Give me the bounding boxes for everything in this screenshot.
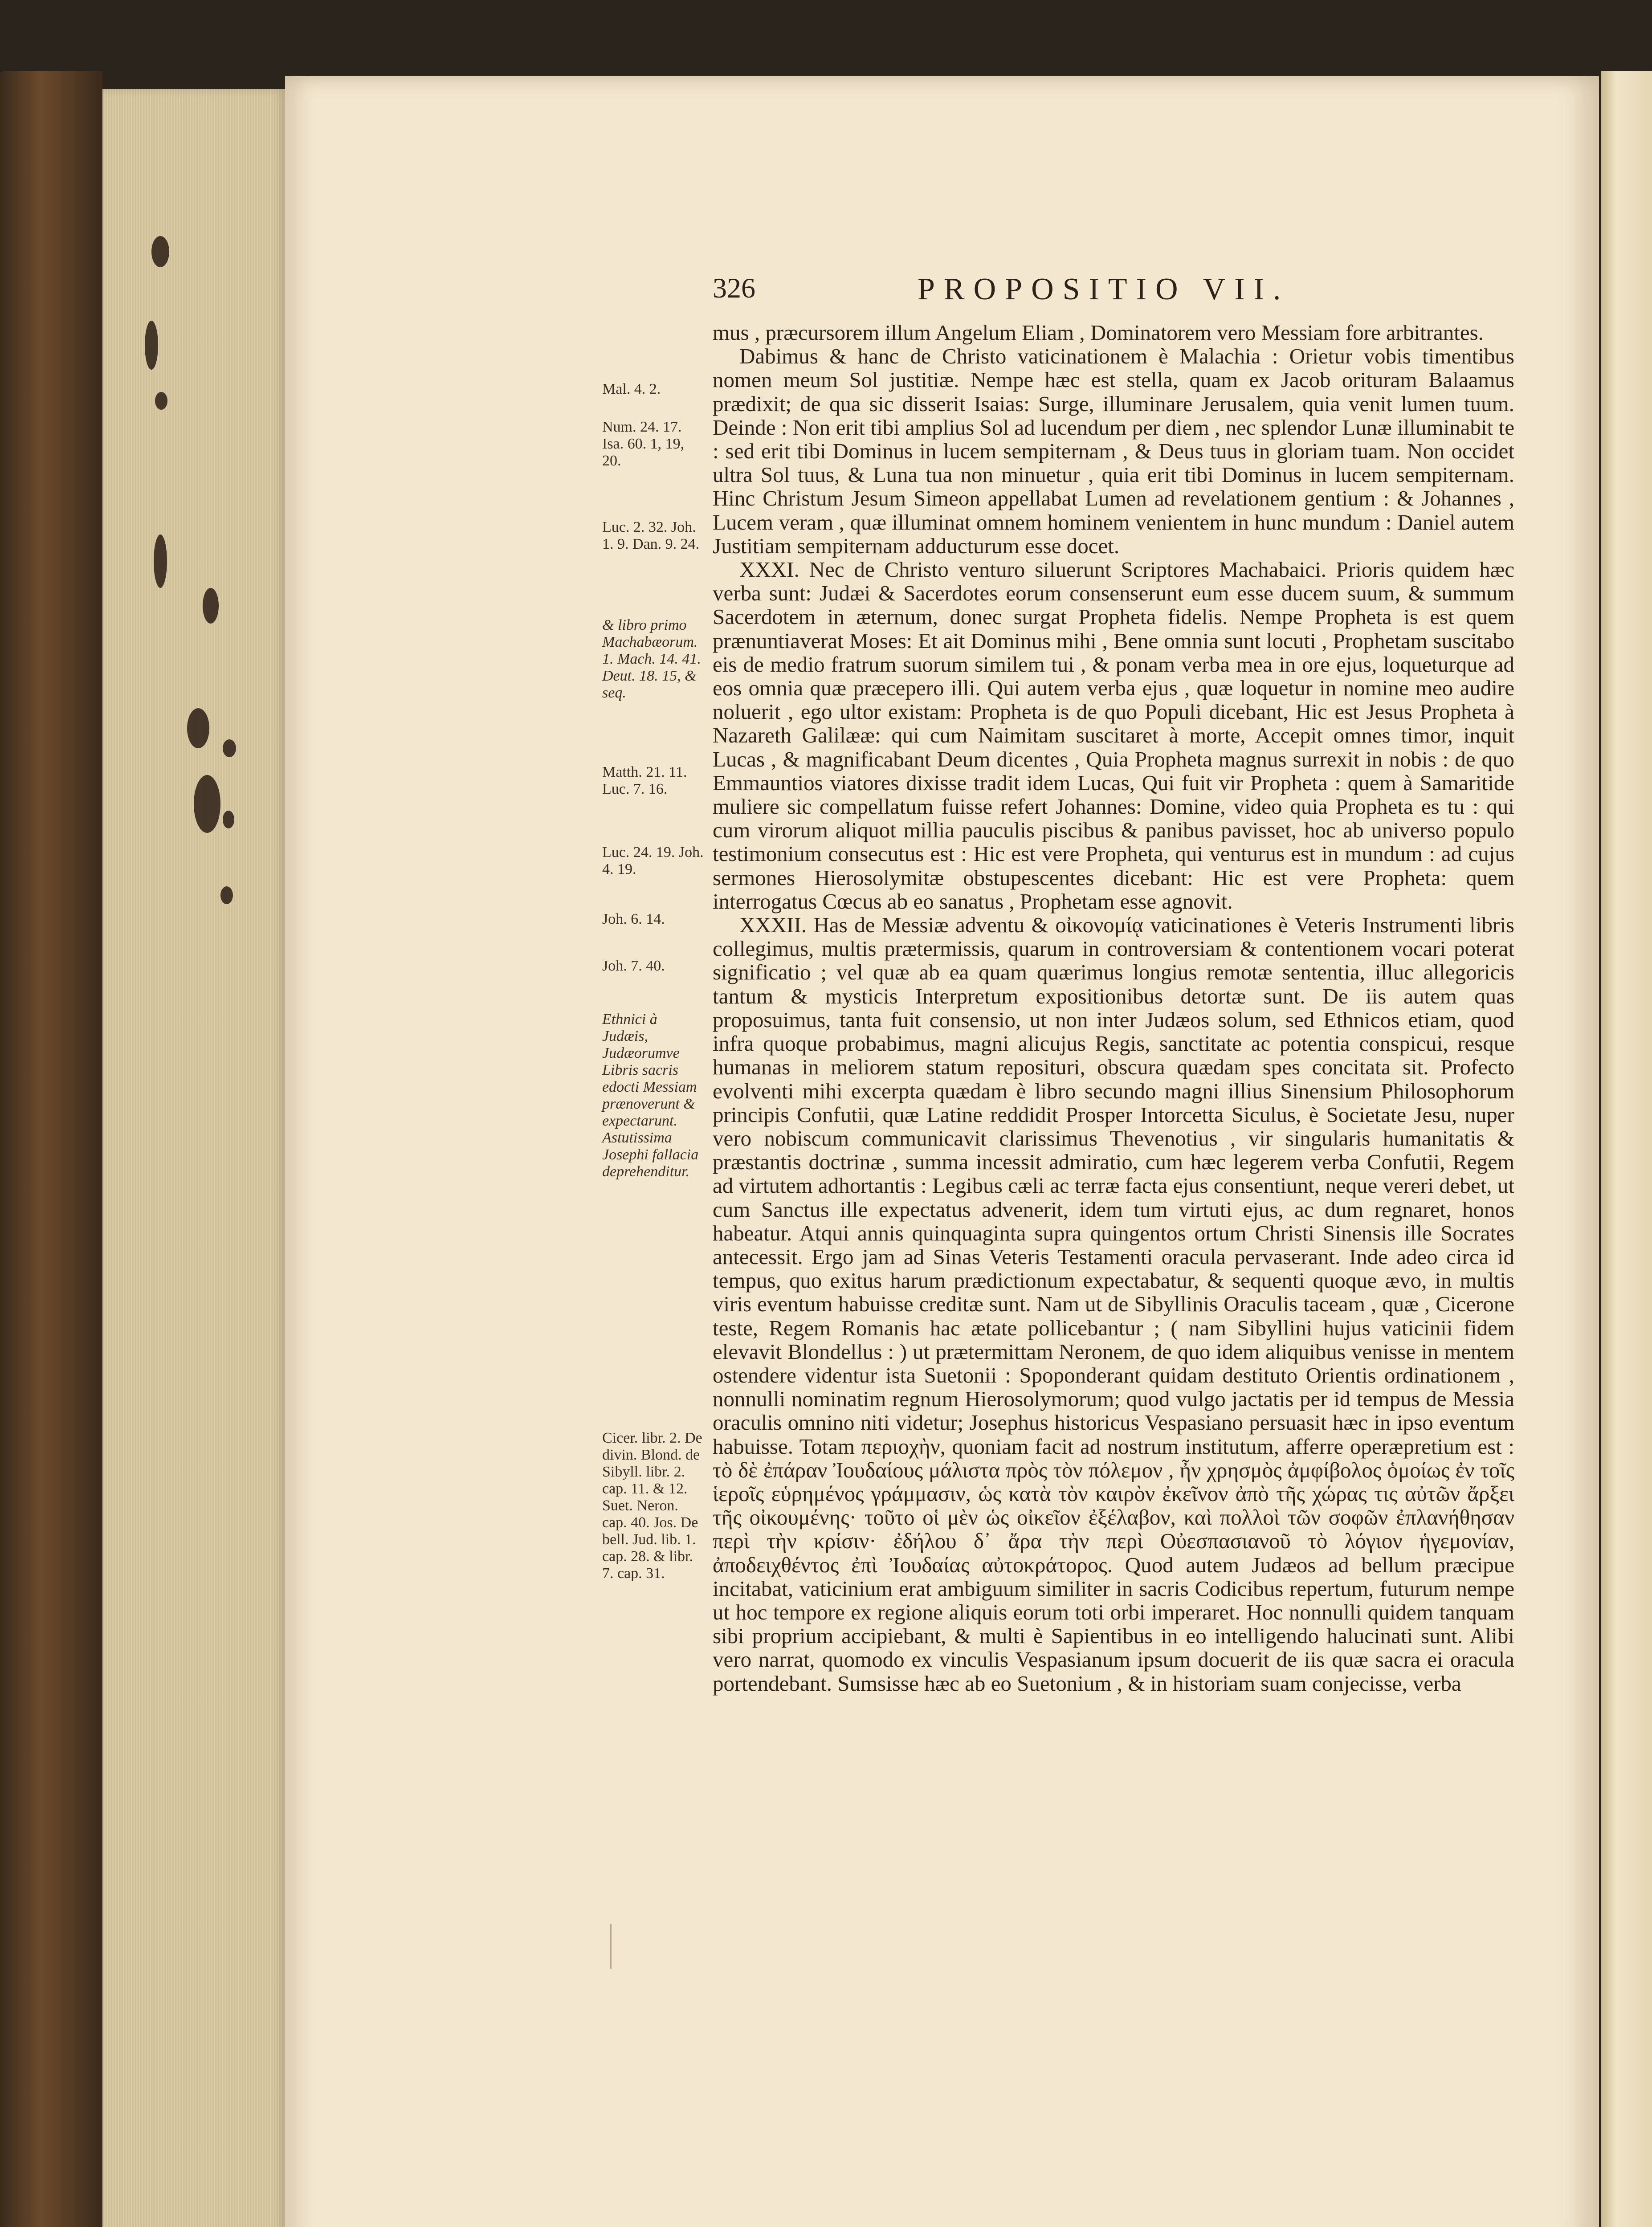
ink-stain: [223, 811, 234, 828]
margin-note: Matth. 21. 11. Luc. 7. 16.: [602, 764, 687, 797]
margin-note: Luc. 24. 19. Joh. 4. 19.: [602, 844, 704, 877]
ink-stain: [223, 739, 236, 757]
margin-note: Luc. 2. 32. Joh. 1. 9. Dan. 9. 24.: [602, 519, 700, 552]
book-cover-edge: [0, 71, 102, 2227]
margin-note: Mal. 4. 2.: [602, 381, 661, 397]
page-header: [713, 272, 1514, 316]
running-head: PROPOSITIO VII.: [918, 272, 1290, 306]
margin-note: Joh. 7. 40.: [602, 958, 665, 974]
paragraph: XXXII. Has de Messiæ adventu & οἰκονομίᾳ vaticinationes è Veteris Instrumenti libris collegimus, multis prætermissis, quarum in controversiam & contentionem vocari poterat significatio ; vel quæ ab ea quam quærimus longius remotæ sententia, illuc allegoricis tantum & mysticis Interpretum expositionibus detortæ sunt. De iis autem quas proposuimus, tanta fuit consensio, ut non inter Judæos solum, sed Ethnicos etiam, quod infra quoque probabimus, magni alicujus Regis, sanctitate ac potentia conspicui, resque humanas in meliorem statum repositurі, obscura quædam spes concitata sit. Profecto evolventi mihi excerpta quædam è libro secundo magni illius Sinensium Philosophorum principis Confutii, quæ Latine reddidit Prosper Intorcetta Siculus, è Societate Jesu, nuper vero nobiscum communicavit clarissimus Thevenotius , vir singularis humanitatis & præstantis doctrinæ , summa incessit admiratio, cum hæc legerem verba Confutii, Regem ad virtutem adhortantis : Legibus cæli ac terræ facta ejus consentiunt, neque vereri debet, ut cum Sanctus ille expectatus advenerit, idem tum virtuti ejus, ac dum regnaret, honos habeatur. Atqui annis quinquaginta supra quingentos ortum Christi Sinensis ille Socrates antecessit. Ergo jam ad Sinas Veteris Testamenti oracula pervaserant. Inde adeo circa id tempus, quo exitus harum prædictionum expectabatur, & sequenti quoque ævo, in multis viris eventum habuisse creditæ sunt. Nam ut de Sibyllinis Oraculis taceam , quæ , Cicerone teste, Regem Romanis hac ætate pollicebantur ; ( nam Sibyllini hujus vaticinii fidem elevavit Blondellus : ) ut prætermittam Neronem, de quo idem aliquibus venisse in mentem ostendere videntur ista Suetonii : Spoponderant quidam destituto Orientis ordinationem , nonnulli nominatim regnum Hierosolymorum; quod vulgo jactatis per id tempus de Messia oraculis omnino niti videtur; Josephus historicus Vespasiano persuasit hæc in ipso eventum habuisse. Totam περιοχὴν, quoniam facit ad nostrum institutum, afferre operæpretium est : τὸ δὲ ἐπάραν Ἰουδαίους μάλιστα πρὸς τὸν πόλεμον , ἦν χρησμὸς ἀμφίβολος ὁμοίως ἐν τοῖς ἱεροῖς εὑρημένος γράμμασιν, ὡς κατὰ τὸν καιρὸν ἐκεῖνον ἀπὸ τῆς χώρας τις αὐτῶν ἄρξει τῆς οἰκουμένης· τοῦτο οἱ μὲν ὡς οἰκεῖον ἐξέλαβον, καὶ πολλοὶ τῶν σοφῶν ἐπλανήθησαν περὶ τὴν κρίσιν· ἐδήλου δ᾽ ἄρα τὴν περὶ Οὐεσπασιανοῦ τὸ λόγιον ἡγεμονίαν, ἀποδειχθέντος ἐπὶ Ἰουδαίας αὐτοκράτορος. Quod autem Judæos ad bellum præcipue incitabat, vaticinium erat ambiguum similiter in sacris Codicibus repertum, futurum nempe ut hoc tempore ex regione aliquis eorum toti orbi imperaret. Hoc nonnulli quidem tanquam sibi proprium accipiebant, & multi è Sapientibus in eo intelligendo halucinati sunt. Alibi vero narrat, quomodo ex vinculis Vespasianum ipsum docuerit de iis quæ sacra ei oracula portendebant. Sumsisse hæc ab eo Suetonium , & in historiam suam conjecisse, verba: [713, 913, 1514, 1696]
margin-note: Ethnici à Judæis, Judæorumve Libris sacris edocti Messiam prænoverunt & expectarunt. Astutissima Josephi fallacia deprehenditur.: [602, 1011, 699, 1180]
paragraph: mus , præcursorem illum Angelum Eliam , Dominatorem vero Messiam fore arbitrantes.: [713, 320, 1484, 345]
paragraph: Dabimus & hanc de Christo vaticinationem è Malachia : Orietur vobis timentibus nomen meum Sol justitiæ. Nempe hæc est stella, quam ex Jacob orituram Balaamus prædixit; de qua sic disserit Isaias: Surge, illuminare Jerusalem, quia venit lumen tuum. Deinde : Non erit tibi amplius Sol ad lucendum per diem , nec splendor Lunæ illuminabit te : sed erit tibi Dominus in lucem sempiternam , & Deus tuus in gloriam tuam. Non occidet ultra Sol tuus, & Luna tua non minuetur , quia erit tibi Dominus in lucem sempiternam. Hinc Christum Jesum Simeon appellabat Lumen ad revelationem gentium : & Johannes , Lucem veram , quæ illuminat omnem hominem venientem in hunc mundum : Daniel autem Justitiam sempiternam adducturum esse docet.: [713, 344, 1514, 558]
ink-stain: [145, 321, 158, 370]
main-text: [713, 321, 1514, 1695]
margin-note: Cicer. libr. 2. De divin. Blond. de Sibyll. libr. 2. cap. 11. & 12. Suet. Neron. cap. 40. Jos. De bell. Jud. lib. 1. cap. 28. & libr. 7. cap. 31.: [602, 1430, 702, 1582]
margin-note: Joh. 6. 14.: [602, 911, 665, 927]
margin-note: & libro primo Machabæorum. 1. Mach. 14. 41. Deut. 18. 15, & seq.: [602, 617, 701, 701]
page-number: 326: [713, 272, 755, 304]
ink-stain: [151, 236, 169, 267]
ink-stain: [187, 708, 209, 748]
margin-bracket: [610, 1924, 620, 1969]
ink-stain: [203, 588, 219, 624]
margin-note: Num. 24. 17. Isa. 60. 1, 19, 20.: [602, 419, 685, 469]
facing-page-edge: [1601, 71, 1652, 2227]
ink-stain: [154, 534, 167, 588]
ink-stain: [155, 392, 167, 410]
ink-stain: [220, 886, 233, 904]
ink-stain: [194, 775, 220, 833]
paragraph: XXXI. Nec de Christo venturo siluerunt Scriptores Machabaici. Prioris quidem hæc verba sunt: Judæi & Sacerdotes eorum consenserunt eum esse ducem suum, & summum Sacerdotem in æternum, donec surgat Propheta fidelis. Nempe Propheta is est quem prænuntiaverat Moses: Et ait Dominus mihi , Bene omnia sunt locuti , Prophetam suscitabo eis de medio fratrum suorum similem tui , & ponam verba mea in ore ejus, loqueturque ad eos omnia quæ præcepero illi. Qui autem verba ejus , quæ loquetur in nomine meo audire noluerit , ego ultor existam: Propheta is de quo Populi dicebant, Hic est Jesus Propheta à Nazareth Galilææ: qui cum Naimitam suscitaret à morte, Accepit omnes timor, inquit Lucas , & magnificabant Deum dicentes , Quia Propheta magnus surrexit in nobis : de quo Emmauntios viatores dixisse tradit idem Lucas, Qui fuit vir Propheta : quem à Samaritide muliere sic compellatum fuisse refert Johannes: Domine, video quia Propheta es tu : qui cum virorum aliquot millia pauculis piscibus & panibus pavisset, hoc ab universo populo testimonium consecutus est : Hic est vere Propheta, qui venturus est in mundum : ad cujus sermones Hierosolymitæ obstupescentes dicebant: Hic est vere Propheta: quem interrogatus Cœcus ab eo sanatus , Prophetam esse agnovit.: [713, 557, 1514, 914]
page-block-edges: [102, 89, 285, 2227]
